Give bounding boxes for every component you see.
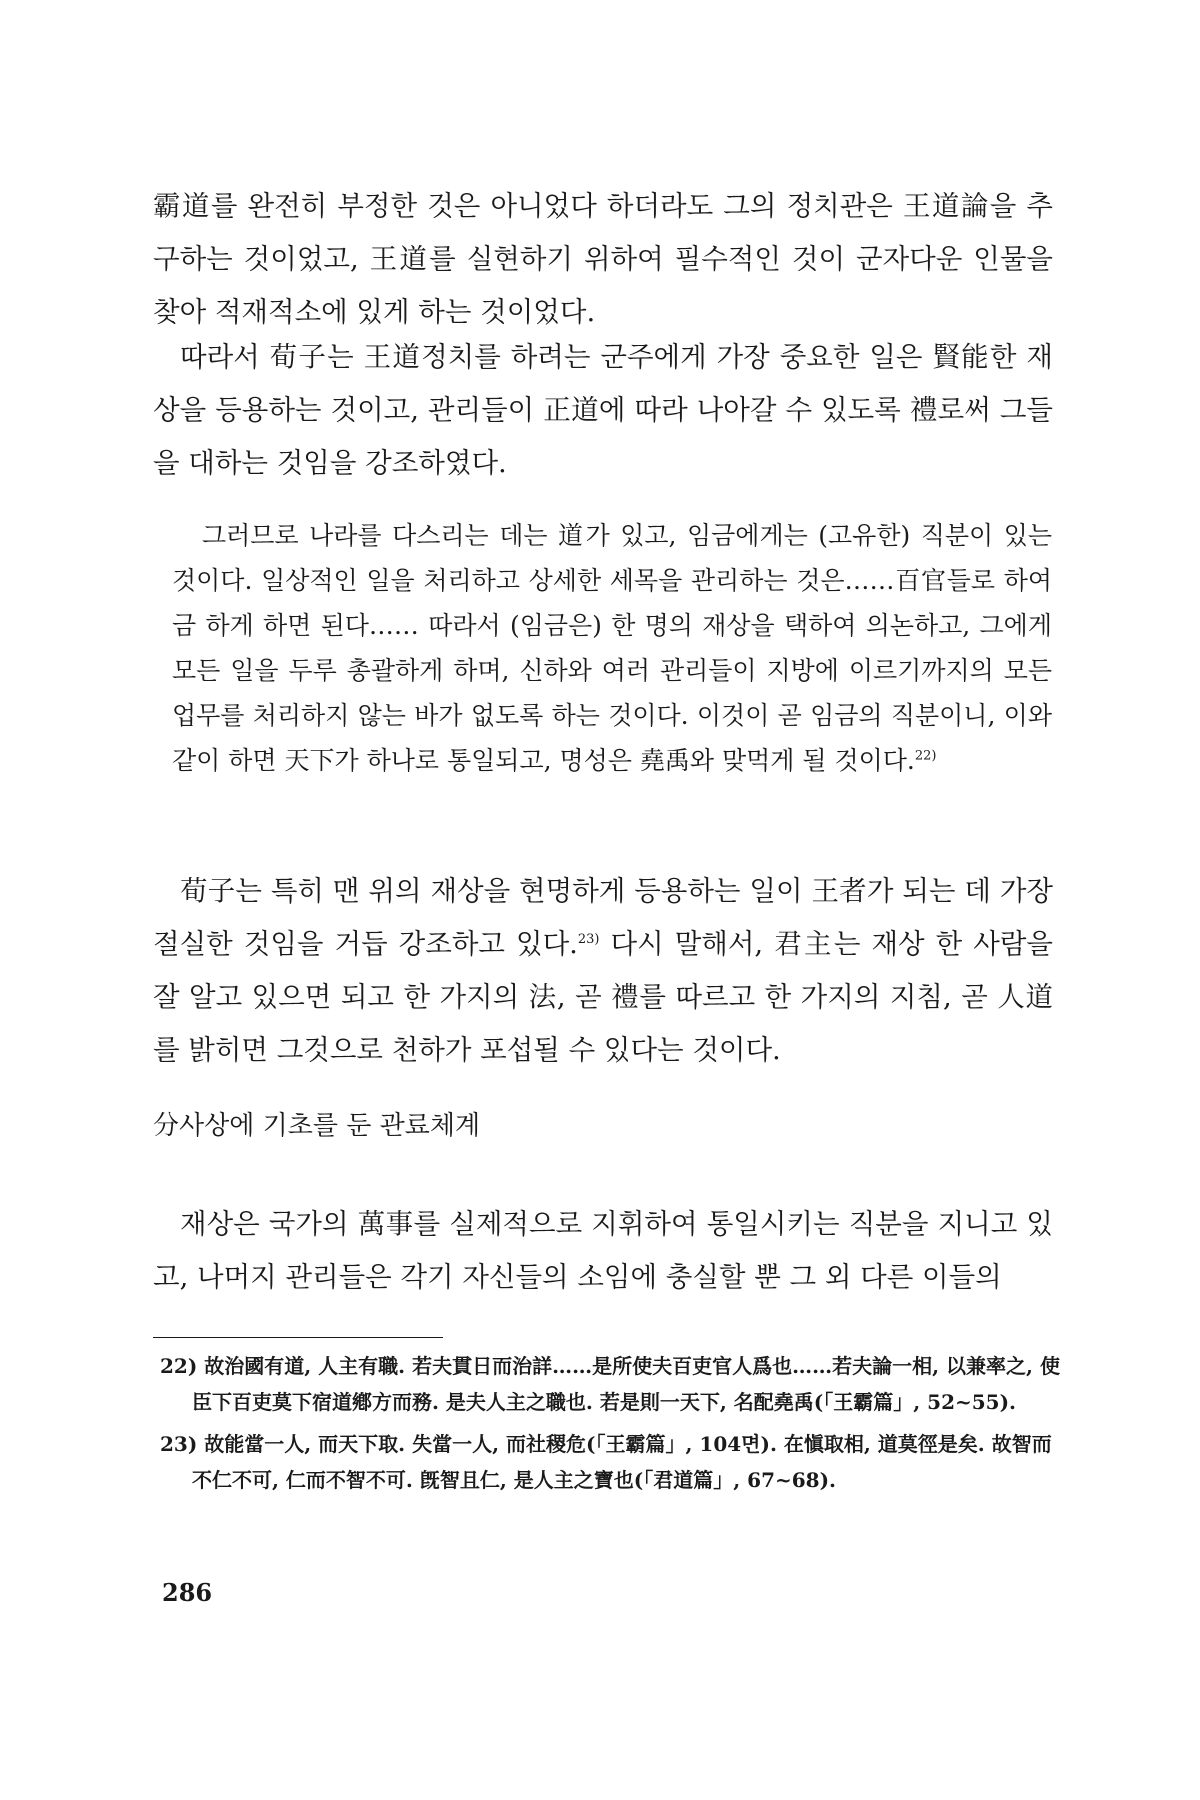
body-paragraph-2 xyxy=(153,331,1053,490)
footnote-mark-22: 22) xyxy=(914,748,937,764)
footnote-divider xyxy=(153,1337,443,1338)
paragraph-text: 따라서 荀子는 王道정치를 하려는 군주에게 가장 중요한 일은 賢能한 재상을 등용하는 것이고, 관리들이 正道에 따라 나아갈 수 있도록 禮로써 그들을 대하는 것임을 강조하였다. xyxy=(153,341,1053,479)
footnote-mark-23: 23) xyxy=(577,931,600,947)
block-quote xyxy=(172,513,1052,783)
paragraph-text: 霸道를 완전히 부정한 것은 아니었다 하더라도 그의 정치관은 王道論을 추구하는 것이었고, 王道를 실현하기 위하여 필수적인 것이 군자다운 인물을 찾아 적재적소에 있게 하는 것이었다. xyxy=(153,190,1053,328)
footnote-22: 22) 故治國有道, 人主有職. 若夫貫日而治詳……是所使夫百吏官人爲也……若夫論一相, 以兼率之, 使臣下百吏莫下宿道鄕方而務. 是夫人主之職也. 若是則一天下, 名配堯禹(「王霸篇」, 52~55). xyxy=(160,1354,1060,1414)
body-paragraph-1 xyxy=(153,180,1053,339)
footnotes xyxy=(160,1348,1060,1504)
body-paragraph-4 xyxy=(153,1198,1053,1304)
body-paragraph-3 xyxy=(153,865,1053,1077)
paragraph-text xyxy=(153,865,1053,1077)
paragraph-text: 재상은 국가의 萬事를 실제적으로 지휘하여 통일시키는 직분을 지니고 있고, 나머지 관리들은 각기 자신들의 소임에 충실할 뿐 그 외 다른 이들의 xyxy=(153,1208,1053,1293)
section-heading: 分사상에 기초를 둔 관료체계 xyxy=(153,1111,481,1141)
page-number: 286 xyxy=(162,1578,213,1607)
quote-text: 그러므로 나라를 다스리는 데는 道가 있고, 임금에게는 (고유한) 직분이 있는 것이다. 일상적인 일을 처리하고 상세한 세목을 관리하는 것은……百官들로 하여금 하게 하면 된다…… 따라서 (임금은) 한 명의 재상을 택하여 의논하고, 그에게 모든 일을 두루 총괄하게 하며, 신하와 여러 관리들이 지방에 이르기까지의 모든 업무를 처리하지 않는 바가 없도록 하는 것이다. 이것이 곧 임금의 직분이니, 이와 같이 하면 天下가 하나로 통일되고, 명성은 堯禹와 맞먹게 될 것이다. xyxy=(172,521,1052,775)
paragraph-text-part-1: 荀子는 특히 맨 위의 재상을 현명하게 등용하는 일이 王者가 되는 데 가장 절실한 것임을 거듭 강조하고 있다. xyxy=(153,875,1053,960)
paragraph-text-part-2: 다시 말해서, 君主는 재상 한 사람을 잘 알고 있으면 되고 한 가지의 法, 곧 禮를 따르고 한 가지의 지침, 곧 人道를 밝히면 그것으로 천하가 포섭될 수 있다는 것이다. xyxy=(153,928,1053,1066)
footnote-23: 23) 故能當一人, 而天下取. 失當一人, 而社稷危(「王霸篇」, 104면). 在愼取相, 道莫徑是矣. 故智而不仁不可, 仁而不智不可. 旣智且仁, 是人主之寶也(「君道篇」, 67~68). xyxy=(160,1432,1052,1492)
